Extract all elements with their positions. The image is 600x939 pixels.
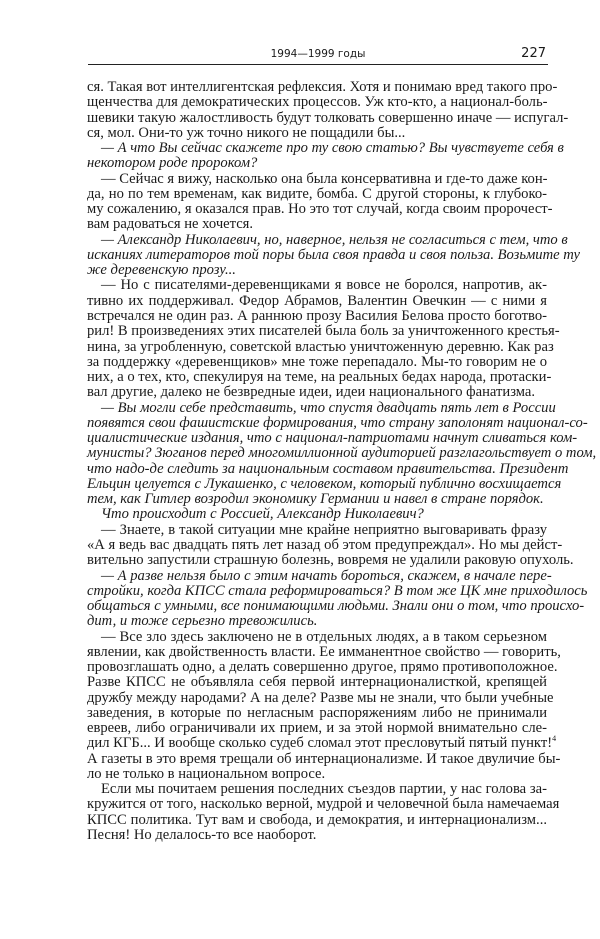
text-line-content: му сожалению, я оказался прав. Но это тот случай, когда своим пророчест- — [87, 201, 553, 218]
text-line-content: ся, мол. Они-то уж точно никого не пощадили бы... — [87, 124, 406, 141]
text-line — [87, 614, 547, 629]
text-line-content: циалистические издания, что с национал-патриотами начнут сливаться ком- — [87, 430, 578, 447]
text-line — [87, 767, 547, 782]
text-line — [87, 659, 558, 676]
text-line-content: встречался не один раз. А раннюю прозу Василия Белова просто боготво- — [87, 307, 547, 324]
text-line — [87, 95, 547, 110]
running-header-title: 1994—1999 годы — [270, 48, 366, 60]
text-line-content: кружится от того, насколько верной, мудрой и человечной была намечаемая — [87, 796, 560, 813]
text-line-content: Песня! Но делалось-то все наоборот. — [87, 827, 317, 844]
text-line — [87, 460, 569, 477]
text-line-content: тивно их поддерживал. Федор Абрамов, Валентин Овечкин — с ними я — [87, 292, 547, 309]
text-line-content: ло не только в национальном вопросе. — [87, 765, 326, 782]
text-line-content: Разве КПСС не объявляла себя первой интернационалисткой, крепящей — [87, 674, 547, 691]
text-line-content: щенчества для демократических процессов. Уж кто-кто, а национал-боль- — [87, 94, 548, 111]
text-line — [87, 187, 547, 202]
text-line-content: вам радоваться не хочется. — [87, 216, 254, 233]
text-line — [87, 492, 547, 507]
text-line-content: дружбу между народами? А на деле? Разве мы не знали, что были учебные — [87, 689, 554, 706]
text-line — [87, 217, 547, 232]
text-line-content: Что происходит с Россией, Александр Николаевич? — [101, 506, 424, 523]
text-line — [87, 750, 561, 767]
text-line-content: Если мы почитаем решения последних съездов партии, у нас голова за- — [101, 781, 547, 798]
text-line-content: за поддержку «деревенщиков» мне тоже перепадало. Мы-то говорим не о — [87, 353, 547, 370]
text-line-content: — Александр Николаевич, но, наверное, нельзя не согласиться с тем, что в — [101, 231, 568, 248]
text-line — [87, 79, 558, 95]
text-line — [87, 630, 547, 645]
text-line — [87, 689, 554, 706]
text-line — [87, 309, 547, 324]
text-line — [87, 582, 588, 599]
text-line — [87, 338, 554, 355]
text-line-content: провозглашать одно, а делать совершенно другое, прямо противоположное. — [87, 659, 558, 676]
text-line-content: них, а о тех, кто, спекулируя на теме, на реальных бедах народа, протаски- — [87, 369, 552, 386]
text-line — [87, 782, 547, 797]
text-line-content: — А разве нельзя было с этим начать бороться, скажем, в начале пере- — [101, 567, 552, 584]
text-line-content: — А что Вы сейчас скажете про ту свою статью? Вы чувствуете себя в — [101, 140, 564, 157]
text-line-content: появятся свои фашистские формирования, что страну заполонят национал-со- — [87, 414, 588, 431]
text-line-content: да, но по тем временам, как видите, бомба. С другой стороны, к глубоко- — [87, 185, 547, 202]
text-line-content: — Знаете, в такой ситуации мне крайне неприятно выговаривать фразу — [101, 521, 547, 538]
text-line-content: некотором роде пророком? — [87, 155, 258, 172]
text-line — [87, 156, 547, 171]
text-line-content: «А я ведь вас двадцать пять лет назад об этом предупреждал». Но мы дейст- — [87, 536, 563, 553]
text-line-content: Ельцин целуется с Лукашенко, с человеком, который публично восхищается — [87, 475, 562, 492]
text-line — [87, 369, 552, 386]
text-line — [87, 126, 547, 141]
text-line-content: общаться с умными, все понимающими людьми. Знали они о том, что происхо- — [87, 598, 585, 615]
text-line — [87, 323, 560, 340]
text-line — [87, 675, 547, 690]
text-line-content: — Но с писателями-деревенщиками я вовсе не боролся, напротив, ак- — [101, 277, 547, 294]
text-line — [87, 140, 564, 157]
text-line-content: заведения, в которые по негласным распоряжениям либо не принимали — [87, 704, 547, 721]
text-line — [87, 567, 552, 584]
text-line — [87, 399, 556, 416]
text-line — [87, 643, 561, 660]
text-line — [87, 201, 553, 218]
text-line — [87, 706, 547, 721]
text-line — [87, 796, 560, 813]
text-line-content: же деревенскую прозу... — [87, 262, 236, 279]
text-line — [87, 278, 547, 293]
text-line-content: явлении, как двойственность власти. Ее имманентное свойство — говорить, — [87, 643, 561, 660]
text-line-content: исканиях литераторов той поры была своя правда и своя польза. Возьмите ту — [87, 246, 580, 263]
text-line-content: тем, как Гитлер возродил экономику Германии и навел в стране порядок. — [87, 491, 544, 508]
text-line-content: что надо-де следить за национальным составом правительства. Президент — [87, 460, 569, 477]
text-line-content: дил КГБ... И вообще сколько судеб сломал этот пресловутый пятый пункт! — [87, 735, 553, 752]
text-line-content: евреев, либо ограничивали их прием, и за этой нормой внимательно сле- — [87, 720, 547, 737]
text-line — [87, 263, 547, 278]
text-line — [87, 445, 597, 462]
text-line — [87, 414, 588, 431]
text-line-content: — Все зло здесь заключено не в отдельных людях, а в таком серьезном — [101, 628, 547, 645]
text-line — [87, 355, 547, 370]
footnote-marker: 4 — [552, 734, 557, 744]
text-line-content: мунисты? Зюганов перед многомиллионной аудиторией разглагольствует о том, — [87, 445, 597, 462]
text-line — [87, 385, 547, 400]
text-line — [87, 813, 547, 828]
text-line-content: А газеты в это время трещали об интернационализме. И такое двуличие бы- — [87, 750, 561, 767]
text-line — [87, 172, 547, 187]
text-line — [87, 294, 547, 309]
text-line — [87, 828, 547, 843]
text-line-content: вительно запустили страшную болезнь, вовремя не удалили раковую опухоль. — [87, 552, 574, 569]
text-line-content: нина, за угробленную, советской властью уничтоженную деревню. Как раз — [87, 338, 554, 355]
text-line-content: дит, и тоже серьезно тревожились. — [87, 613, 318, 630]
text-line — [87, 598, 585, 615]
running-header — [88, 46, 548, 65]
text-line — [87, 523, 547, 538]
text-line — [87, 734, 557, 752]
page-body-text — [87, 79, 597, 844]
text-line-content: ся. Такая вот интеллигентская рефлексия. Хотя и понимаю вред такого про- — [87, 79, 558, 95]
text-line-content: рил! В произведениях этих писателей была боль за уничтоженного крестья- — [87, 323, 560, 340]
text-line-content: вал другие, далеко не безвредные идеи, идеи национального фанатизма. — [87, 384, 536, 401]
text-line-content: КПСС политика. Тут вам и свобода, и демократия, и интернационализм... — [87, 811, 547, 828]
text-line-content: — Вы могли себе представить, что спустя двадцать пять лет в России — [101, 399, 556, 416]
text-line-content: — Сейчас я вижу, насколько она была консервативна и где-то даже кон- — [101, 170, 548, 187]
text-line — [87, 246, 580, 263]
text-line — [87, 536, 563, 553]
text-line-content: стройки, когда КПСС стала реформироваться? В том же ЦК мне приходилось — [87, 582, 588, 599]
text-line-content: шевики такую жалостливость будут толковать совершенно иначе — испугал- — [87, 109, 569, 126]
page-number: 227 — [521, 46, 546, 61]
text-line — [87, 552, 574, 569]
text-line — [87, 475, 562, 492]
text-line — [87, 231, 568, 248]
text-line — [87, 507, 547, 522]
text-line — [87, 430, 578, 447]
text-line — [87, 109, 569, 126]
